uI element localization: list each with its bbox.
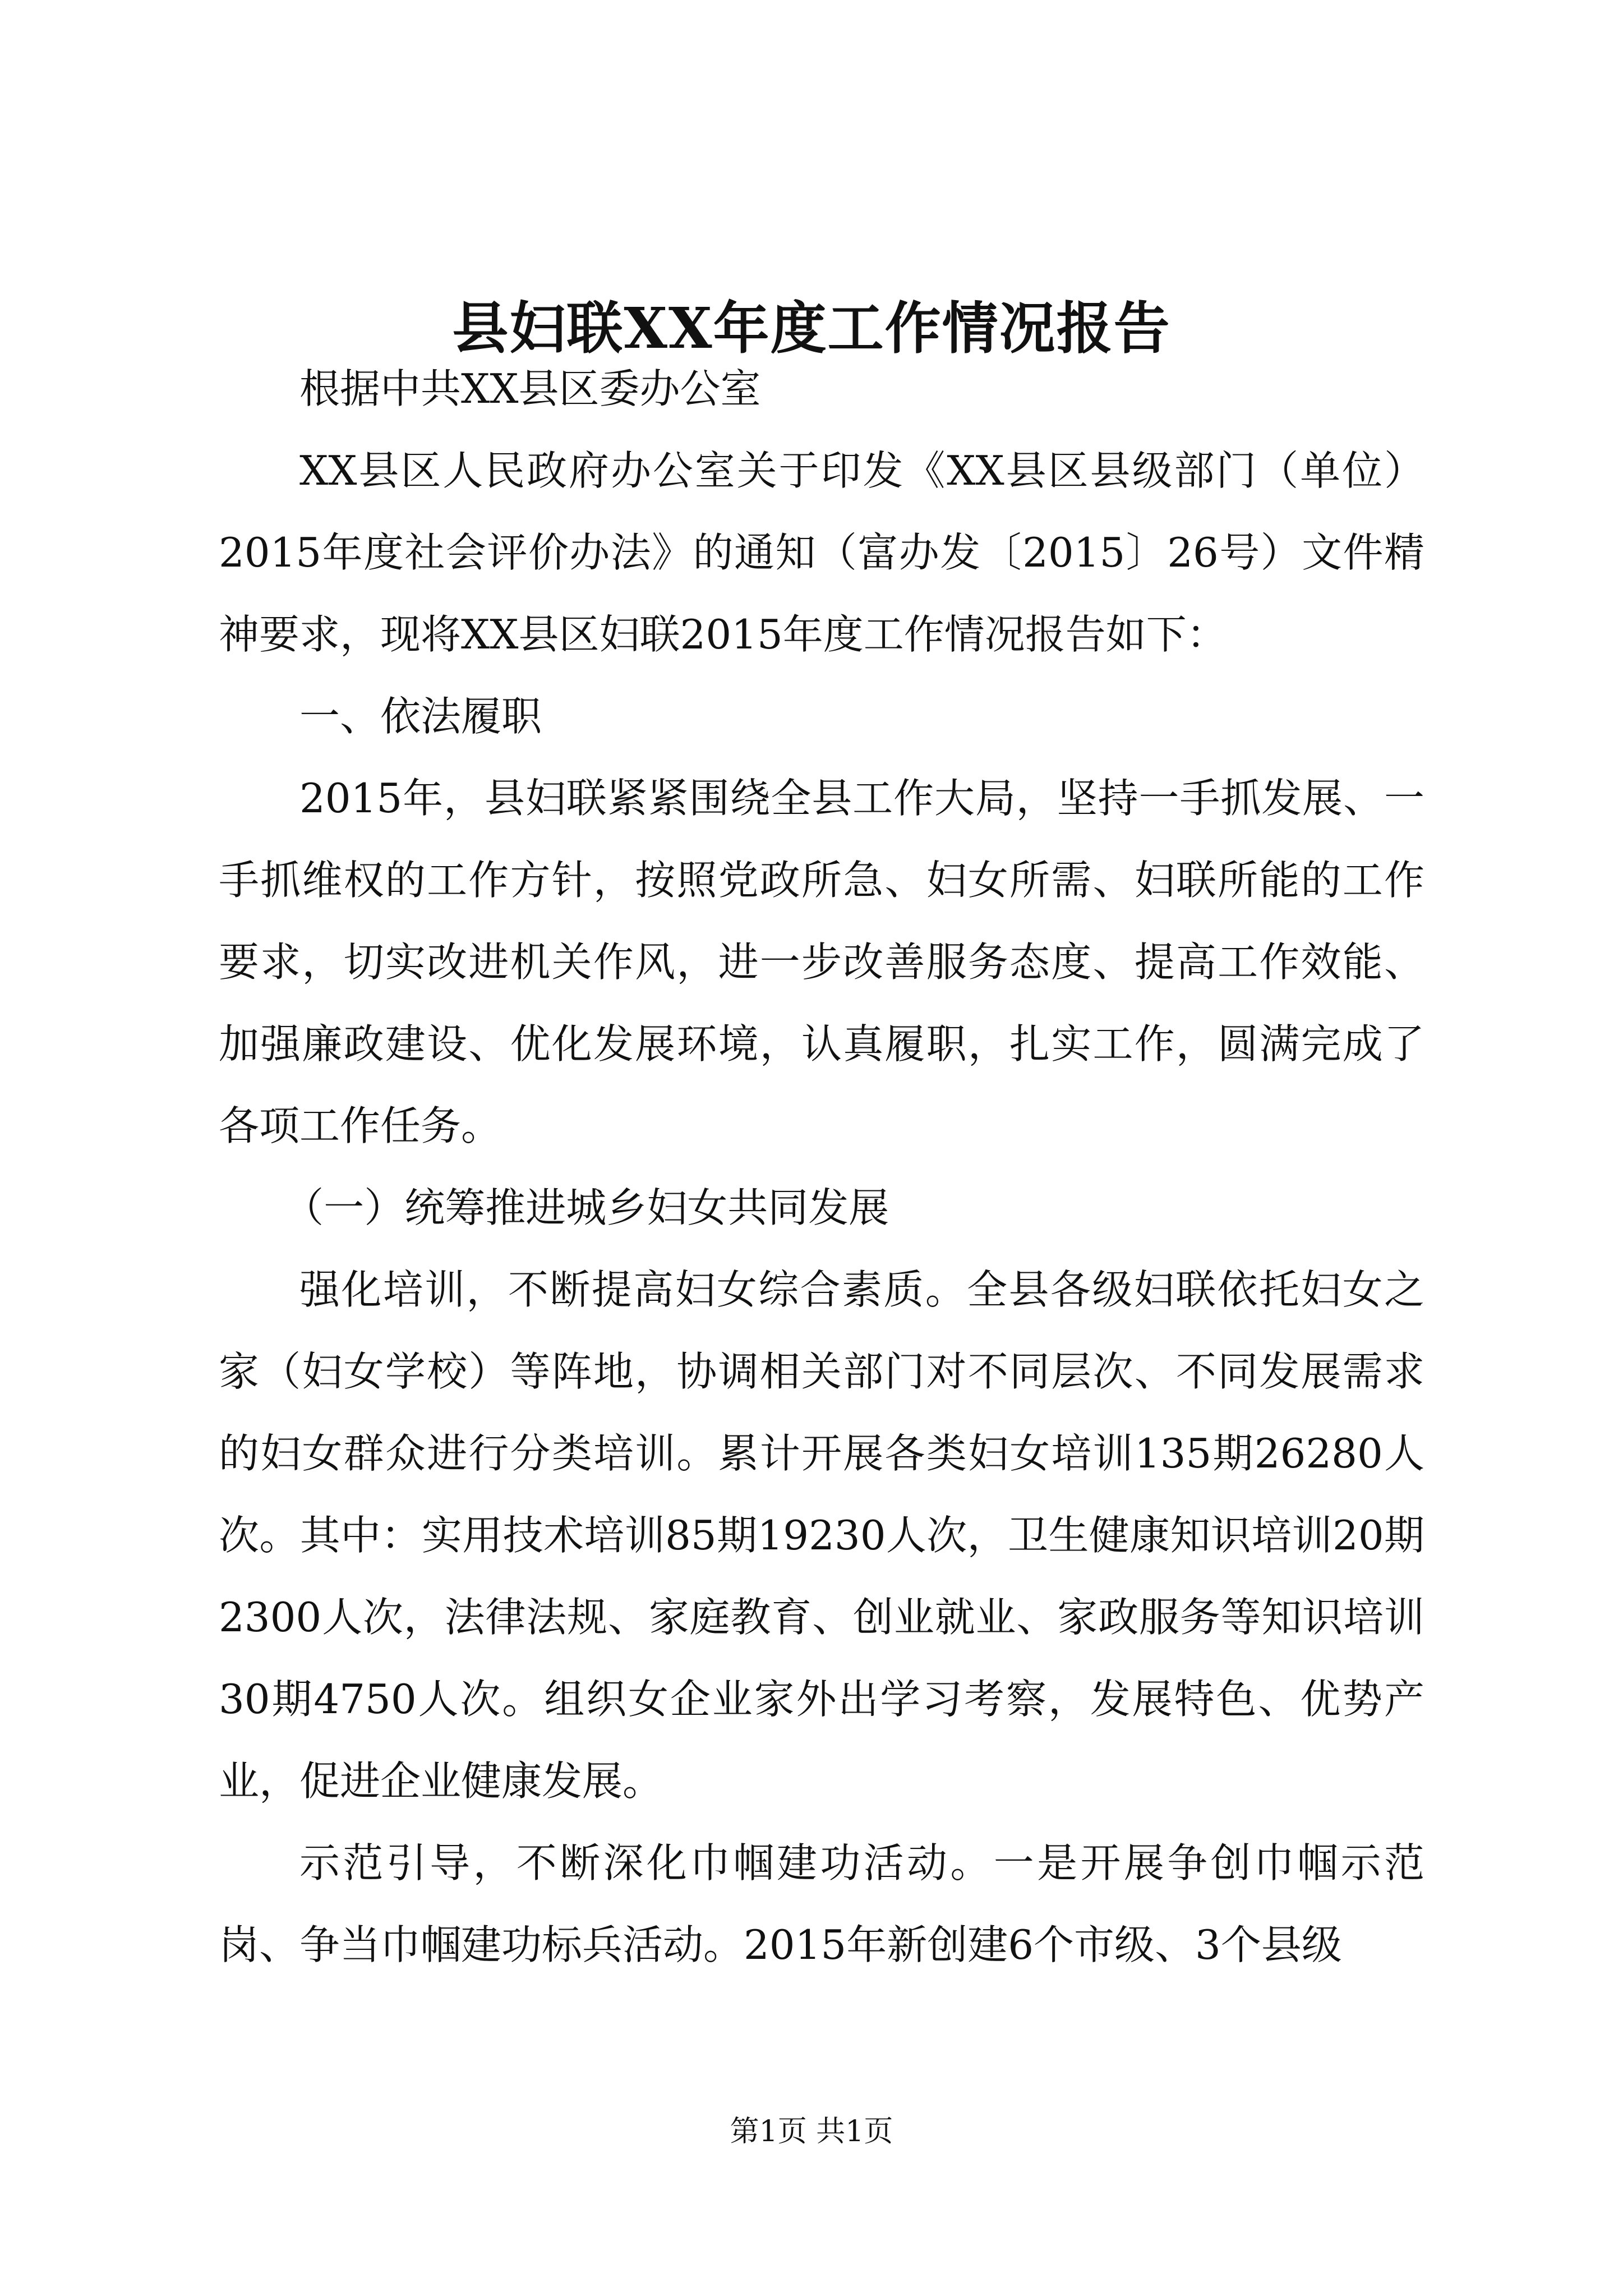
paragraph-training: 强化培训，不断提高妇女综合素质。全县各级妇联依托妇女之家（妇女学校）等阵地，协调相关部门对不同层次、不同发展需求的妇女群众进行分类培训。累计开展各类妇女培训135期26280人次。其中：实用技术培训85期19230人次，卫生健康知识培训20期2300人次，法律法规、家庭教育、创业就业、家政服务等知识培训30期4750人次。组织女企业家外出学习考察，发展特色、优势产业，促进企业健康发展。	[219, 1266, 1424, 1805]
section-heading-1: 一、依法履职	[299, 693, 542, 740]
document-body	[219, 348, 1424, 1986]
paragraph-intro: 根据中共XX县区委办公室	[299, 365, 761, 412]
subsection-heading-1: （一）统筹推进城乡妇女共同发展	[283, 1184, 889, 1231]
document-title: 县妇联XX年度工作情况报告	[452, 295, 1171, 361]
paragraph-notice: XX县区人民政府办公室关于印发《XX县区县级部门（单位）2015年度社会评价办法》的通知（富办发〔2015〕26号）文件精神要求，现将XX县区妇联2015年度工作情况报告如下：	[219, 447, 1424, 658]
paragraph-demonstration: 示范引导，不断深化巾帼建功活动。一是开展争创巾帼示范岗、争当巾帼建功标兵活动。2015年新创建6个市级、3个县级	[219, 1839, 1424, 1968]
paragraph-duties: 2015年，县妇联紧紧围绕全县工作大局，坚持一手抓发展、一手抓维权的工作方针，按照党政所急、妇女所需、妇联所能的工作要求，切实改进机关作风，进一步改善服务态度、提高工作效能、加强廉政建设、优化发展环境，认真履职，扎实工作，圆满完成了各项工作任务。	[219, 775, 1424, 1149]
page-number-footer: 第1页 共1页	[730, 2115, 893, 2148]
